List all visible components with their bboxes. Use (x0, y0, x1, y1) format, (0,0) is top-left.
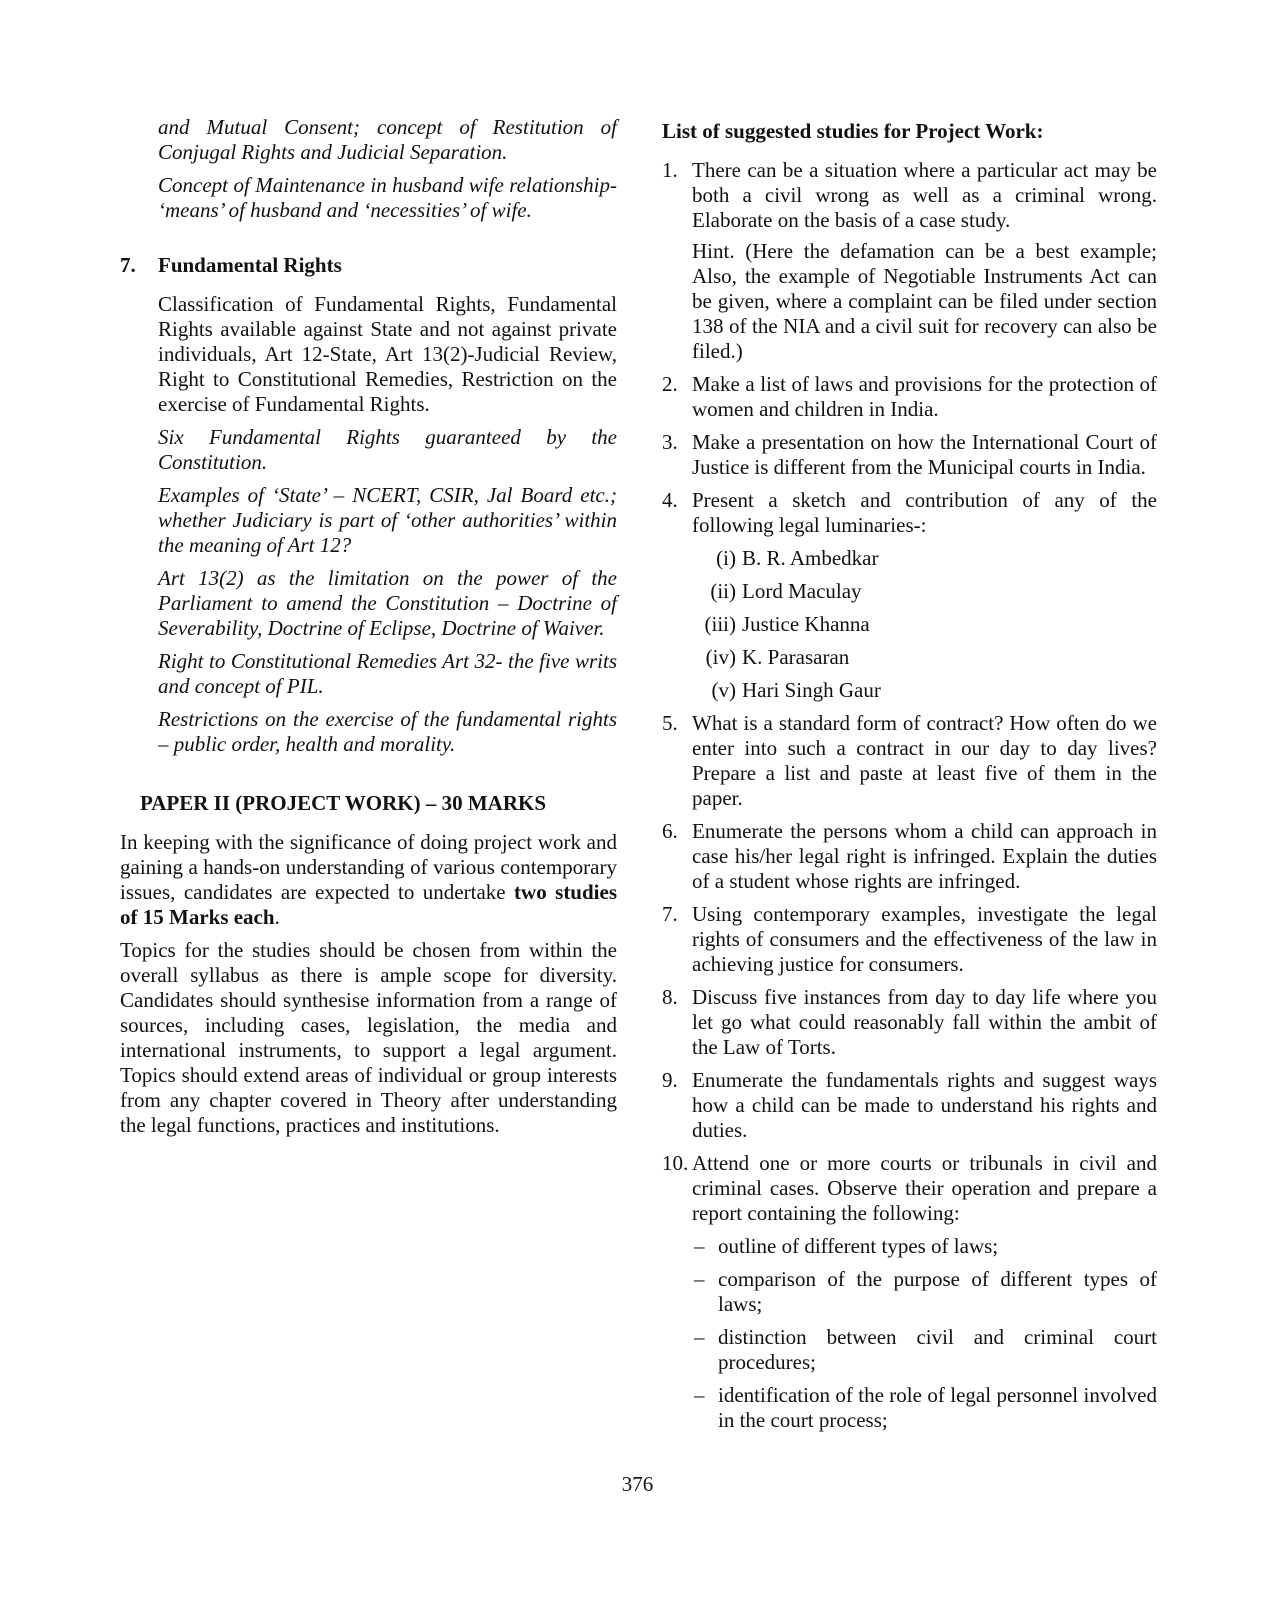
list-item (662, 902, 1157, 977)
dash-bullet: – (694, 1267, 705, 1291)
list-item (662, 158, 1157, 364)
section-7-number: 7. (120, 253, 136, 277)
list-item (662, 1068, 1157, 1143)
page-number: 376 (621, 1472, 654, 1496)
report-point (692, 1325, 1157, 1375)
list-item (662, 430, 1157, 480)
roman-numeral: (iv) (705, 645, 736, 669)
suggested-studies-heading: List of suggested studies for Project Work: (662, 119, 1044, 143)
section-7-body: Classification of Fundamental Rights, Fundamental Rights available against State and not against private individuals, Art 12-State, Art 13(2)-Judicial Review, Right to Constitutional Remedies, Restriction on the exercise of Fundamental Rights. (158, 292, 617, 416)
paper-2-heading: PAPER II (PROJECT WORK) – 30 MARKS (140, 791, 547, 815)
luminary-item (692, 579, 1157, 604)
project-work-intro-bold: two studies of 15 Marks each (120, 880, 617, 929)
list-item-text: Enumerate the fundamentals rights and suggest ways how a child can be made to understand his rights and duties. (692, 1068, 1157, 1142)
report-point-text: identification of the role of legal personnel involved in the court process; (718, 1383, 1157, 1432)
list-item-number: 9. (662, 1068, 678, 1092)
luminary-name: Hari Singh Gaur (742, 678, 881, 702)
luminary-item (692, 612, 1157, 637)
list-item (662, 1151, 1157, 1433)
list-item (662, 711, 1157, 811)
suggested-studies-list (662, 158, 1157, 1433)
list-item (662, 372, 1157, 422)
luminaries-list (692, 546, 1157, 703)
list-item-text: What is a standard form of contract? How often do we enter into such a contract in our day to day lives? Prepare a list and paste at least five of them in the paper. (692, 711, 1157, 810)
hint-text: Hint. (Here the defamation can be a best example; Also, the example of Negotiable Instruments Act can be given, where a complaint can be filed under section 138 of the NIA and a civil suit for recovery can also be filed.) (692, 239, 1157, 363)
list-item (662, 819, 1157, 894)
roman-numeral: (i) (716, 546, 736, 570)
report-points-list (692, 1234, 1157, 1433)
list-item-number: 1. (662, 158, 678, 182)
project-work-intro-text: In keeping with the significance of doing project work and gaining a hands-on understanding of various contemporary issues, candidates are expected to undertake (120, 830, 617, 904)
luminary-item (692, 645, 1157, 670)
luminary-name: Justice Khanna (742, 612, 870, 636)
luminary-name: Lord Maculay (742, 579, 862, 603)
section-7-heading (120, 253, 617, 278)
roman-numeral: (iii) (704, 612, 736, 636)
section-7-note: Six Fundamental Rights guaranteed by the Constitution. (158, 425, 617, 474)
list-item-text: Make a presentation on how the International Court of Justice is different from the Municipal courts in India. (692, 430, 1157, 479)
report-point (692, 1234, 1157, 1259)
section-7-note: Examples of ‘State’ – NCERT, CSIR, Jal Board etc.; whether Judiciary is part of ‘other authorities’ within the meaning of Art 12? (158, 483, 617, 557)
report-point (692, 1267, 1157, 1317)
list-item-text: Discuss five instances from day to day life where you let go what could reasonably fall within the ambit of the Law of Torts. (692, 985, 1157, 1059)
list-item-number: 10. (662, 1151, 689, 1175)
list-item-text: Make a list of laws and provisions for the protection of women and children in India. (692, 372, 1157, 421)
list-item (662, 985, 1157, 1060)
list-item-text: Enumerate the persons whom a child can approach in case his/her legal right is infringed. Explain the duties of a student whose rights are infringed. (692, 819, 1157, 893)
luminary-name: K. Parasaran (742, 645, 850, 669)
luminary-item (692, 546, 1157, 571)
list-item-number: 7. (662, 902, 678, 926)
roman-numeral: (v) (711, 678, 736, 702)
section-7-note: Right to Constitutional Remedies Art 32- the five writs and concept of PIL. (158, 649, 617, 698)
project-work-intro (120, 830, 617, 930)
dash-bullet: – (694, 1234, 705, 1258)
section-7-note: Restrictions on the exercise of the fundamental rights – public order, health and morality. (158, 707, 617, 756)
left-column (120, 115, 617, 1146)
report-point-text: distinction between civil and criminal court procedures; (718, 1325, 1157, 1374)
project-topics-text: Topics for the studies should be chosen from within the overall syllabus as there is ample scope for diversity. Candidates should synthesise information from a range of sources, including cases, legislation, the media and international instruments, to support a legal argument. Topics should extend areas of individual or group interests from any chapter covered in Theory after understanding the legal functions, practices and institutions. (120, 938, 617, 1137)
luminary-item (692, 678, 1157, 703)
list-item-text: Attend one or more courts or tribunals in civil and criminal cases. Observe their operation and prepare a report containing the following: (692, 1151, 1157, 1225)
list-item-text: Using contemporary examples, investigate the legal rights of consumers and the effectiveness of the law in achieving justice for consumers. (692, 902, 1157, 976)
report-point (692, 1383, 1157, 1433)
maintenance-text: Concept of Maintenance in husband wife relationship- ‘means’ of husband and ‘necessities’ of wife. (158, 173, 617, 222)
list-item-number: 8. (662, 985, 678, 1009)
list-item-text: There can be a situation where a particular act may be both a civil wrong as well as a criminal wrong. Elaborate on the basis of a case study. (692, 158, 1157, 232)
dash-bullet: – (694, 1325, 705, 1349)
roman-numeral: (ii) (710, 579, 736, 603)
list-item-number: 5. (662, 711, 678, 735)
section-7-title: Fundamental Rights (158, 253, 342, 277)
report-point-text: comparison of the purpose of different types of laws; (718, 1267, 1157, 1316)
right-column (662, 115, 1157, 1441)
marriage-dissolution-text: and Mutual Consent; concept of Restitution of Conjugal Rights and Judicial Separation. (158, 115, 617, 164)
list-item-number: 4. (662, 488, 678, 512)
dash-bullet: – (694, 1383, 705, 1407)
list-item-number: 6. (662, 819, 678, 843)
list-item-number: 3. (662, 430, 678, 454)
section-7-note: Art 13(2) as the limitation on the power of the Parliament to amend the Constitution – Doctrine of Severability, Doctrine of Eclipse, Doctrine of Waiver. (158, 566, 617, 640)
report-point-text: outline of different types of laws; (718, 1234, 999, 1258)
list-item (662, 488, 1157, 703)
list-item-number: 2. (662, 372, 678, 396)
luminary-name: B. R. Ambedkar (742, 546, 879, 570)
project-work-intro-end: . (274, 905, 280, 929)
list-item-text: Present a sketch and contribution of any of the following legal luminaries-: (692, 488, 1157, 537)
